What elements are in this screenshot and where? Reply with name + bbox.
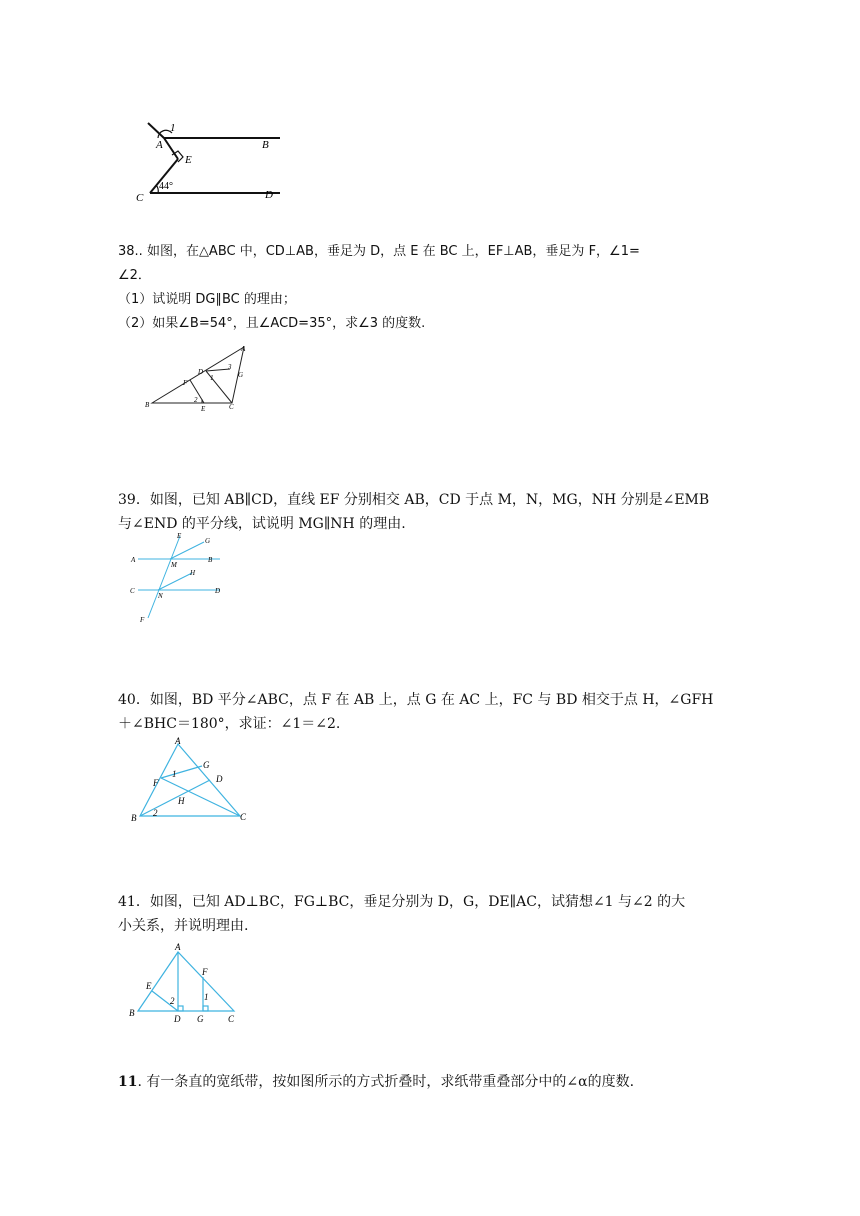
q38-label-e: E [201, 405, 206, 413]
q38-label-g: G [238, 371, 244, 379]
q39-label-n: N [158, 592, 163, 600]
q39-label-m: M [171, 561, 177, 569]
q40-label-1: 1 [172, 769, 177, 779]
q40-label-g: G [203, 760, 210, 770]
q38-label-3: 3 [228, 363, 232, 371]
question-39 [118, 488, 738, 536]
q39-label-e: E [177, 532, 182, 540]
q40-label-d: D [216, 774, 223, 784]
q40-label-2: 2 [153, 808, 158, 818]
label-e: E [185, 154, 192, 166]
q38-line-2: ∠2． [118, 268, 151, 283]
q41-label-f: F [202, 967, 208, 977]
q39-label-b: B [208, 556, 213, 564]
q38-label-a: A [241, 345, 246, 353]
q38-line-3: （1）试说明 DG∥BC 的理由； [118, 292, 296, 307]
q40-label-b: B [131, 813, 137, 823]
q38-label-f: F [183, 379, 188, 387]
q41-label-c: C [228, 1014, 235, 1024]
q41-label-1: 1 [204, 992, 209, 1002]
label-c: C [136, 192, 144, 204]
q38-label-b: B [145, 401, 150, 409]
question-41 [118, 890, 738, 938]
q41-label-e: E [146, 981, 152, 991]
q39-label-c: C [130, 587, 135, 595]
q41-line-2: 小关系，并说明理由. [118, 918, 249, 934]
q39-label-a: A [131, 556, 136, 564]
q41-label-g: G [197, 1014, 204, 1024]
question-40 [118, 688, 738, 736]
q41-label-a: A [175, 942, 181, 952]
q39-line-2: 与∠END 的平分线，试说明 MG∥NH 的理由. [118, 516, 406, 532]
q40-label-c: C [240, 812, 247, 822]
q41-label-b: B [129, 1008, 135, 1018]
q38-label-d: D [198, 368, 204, 376]
q39-line-1: 39．如图，已知 AB∥CD，直线 EF 分别相交 AB，CD 于点 M，N，MG，NH 分别是∠EMB [118, 492, 710, 508]
q39-label-f: F [140, 616, 145, 624]
q38-line-4: （2）如果∠B=54°，且∠ACD=35°，求∠3 的度数. [118, 316, 426, 331]
q38-label-2: 2 [194, 396, 198, 404]
q11-text: . 有一条直的宽纸带，按如图所示的方式折叠时，求纸带重叠部分中的∠α的度数. [137, 1074, 635, 1090]
q38-line-1: 38.. 如图，在△ABC 中，CD⊥AB，垂足为 D，点 E 在 BC 上，EF⊥AB，垂足为 F，∠1= [118, 244, 640, 259]
label-d: D [265, 189, 273, 201]
q38-label-c: C [229, 403, 234, 411]
label-a: A [156, 139, 163, 151]
q11-number: 11 [118, 1074, 138, 1090]
q40-line-2: ＋∠BHC＝180°，求证：∠1＝∠2. [118, 716, 341, 732]
q39-label-h: H [190, 569, 196, 577]
q40-label-a: A [175, 736, 181, 746]
figure-q39-parallel [128, 530, 238, 625]
label-b: B [262, 139, 269, 151]
q41-label-d: D [174, 1014, 181, 1024]
q40-label-f: F [153, 778, 159, 788]
figure-q38-triangle [140, 343, 260, 413]
q41-label-2: 2 [170, 996, 175, 1006]
figure-parallel-lines-e [130, 115, 290, 210]
question-38 [118, 240, 738, 336]
q38-label-1: 1 [210, 374, 214, 382]
q41-line-1: 41．如图，已知 AD⊥BC，FG⊥BC，垂足分别为 D，G，DE∥AC，试猜想∠1 与∠2 的大 [118, 894, 686, 910]
figure-q41-triangle [128, 940, 248, 1025]
label-1: 1 [170, 122, 176, 134]
question-11 [118, 1070, 738, 1094]
figure-q40-triangle [128, 736, 258, 826]
label-44: 44° [159, 181, 173, 192]
q39-label-d: D [215, 587, 221, 595]
q39-label-g: G [205, 537, 211, 545]
q40-label-h: H [178, 796, 185, 806]
q40-line-1: 40．如图，BD 平分∠ABC，点 F 在 AB 上，点 G 在 AC 上，FC 与 BD 相交于点 H，∠GFH [118, 692, 714, 708]
